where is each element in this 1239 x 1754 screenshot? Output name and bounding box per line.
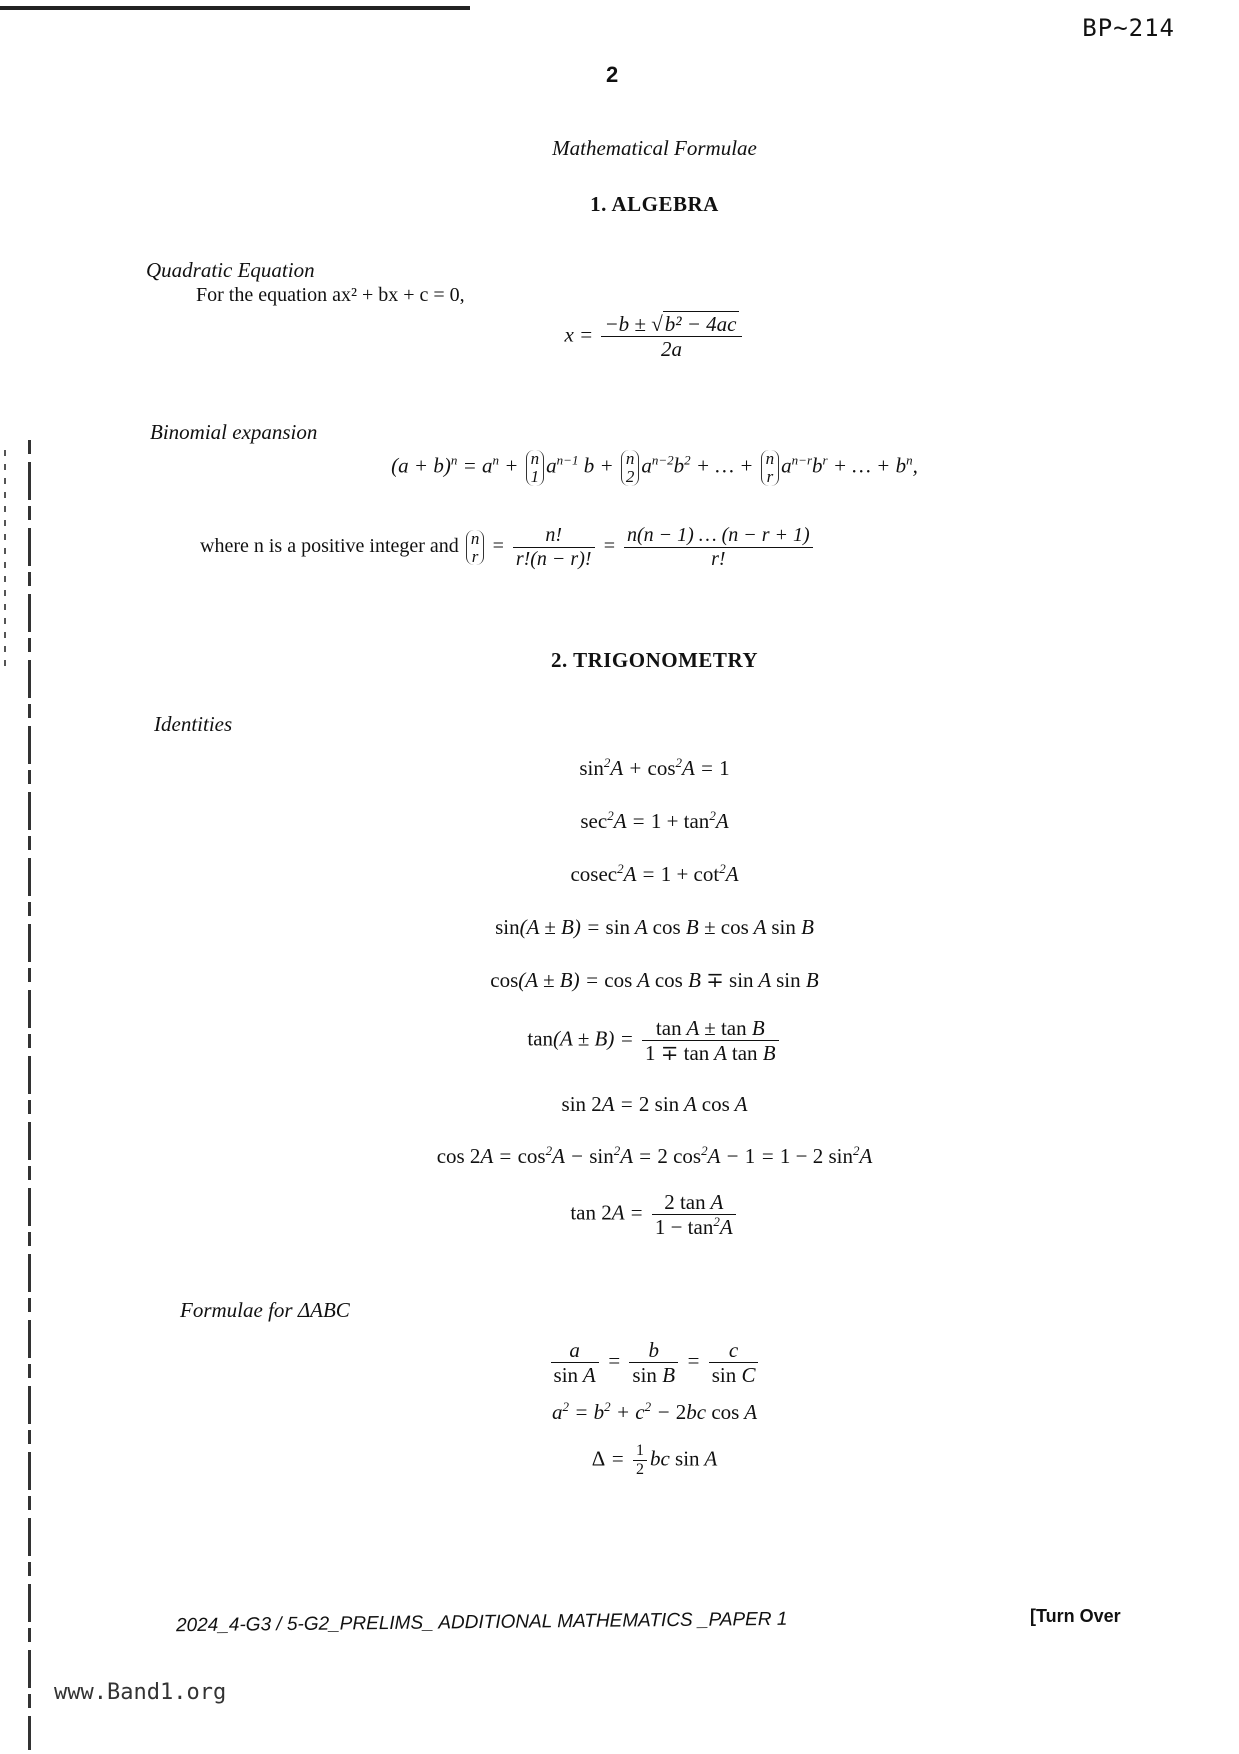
triangle-area: Δ = $\frac{1}{2}$ bc sin A xyxy=(591,1442,718,1479)
quadratic-label: Quadratic Equation xyxy=(146,258,315,282)
binomial-where: where n is a positive integer and n r = $\frac{n!}{r!(n - r)!}$ = $\frac{n(n - 1) \dots (n - r + 1)}{r!}$ xyxy=(200,524,816,571)
turn-over: [Turn Over xyxy=(1030,1606,1121,1626)
triangle-label: Formulae for ΔABC xyxy=(180,1298,350,1322)
identity-sin-sum: sin(A ± B) = sin A cos B ± cos A sin B xyxy=(495,915,814,939)
algebra-heading: 1. ALGEBRA xyxy=(590,192,719,216)
identities-label: Identities xyxy=(154,712,233,736)
page-number: 2 xyxy=(606,62,619,87)
page-title: Mathematical Formulae xyxy=(552,136,757,160)
quadratic-den: 2a xyxy=(661,337,682,362)
trigonometry-heading: 2. TRIGONOMETRY xyxy=(550,648,759,672)
binomial-where-text: where n is a positive integer and xyxy=(200,535,459,558)
quadratic-text: For the equation ax² + bx + c = 0, xyxy=(196,284,465,306)
paper-code: BP~214 xyxy=(1082,14,1175,42)
quadratic-num-pre: −b ± xyxy=(604,312,652,336)
identity-sec: $\sec^2A = 1 + \tan^2A$ xyxy=(580,808,729,833)
identity-pythagorean: $\sin^2A + \cos^2A = 1$ xyxy=(579,755,730,780)
identity-cos-double: $\cos 2A = \cos^2A - \sin^2A = 2$ $\cos^2A - 1 = 1 - 2$ $\sin^2A$ xyxy=(436,1143,873,1168)
identity-cosec: $cosec^2A = 1 + \cot^2A$ xyxy=(570,861,739,886)
binomial-label: Binomial expansion xyxy=(150,420,318,444)
cosine-rule: $a^2 = b^2 + c^2 - 2bc$ cos A xyxy=(551,1399,758,1424)
quadratic-lhs: x = xyxy=(564,322,594,347)
website-watermark: www.Band1.org xyxy=(54,1680,227,1705)
identity-cos-sum: cos(A ± B) = cos A cos B ∓ sin A sin B xyxy=(490,968,819,992)
quadratic-num-root: b² − 4ac xyxy=(664,312,737,336)
identity-tan-sum: tan(A ± B) = $\frac{\text{tan A ± tan B}}{\text{1 ∓ tan A tan B}}$ xyxy=(0,1016,1239,1065)
sine-rule: $\frac{a}{\text{sin A}}$ = $\frac{b}{\text{sin B}}$ = $\frac{c}{\text{sin C}}$ xyxy=(0,1338,1239,1387)
scan-artifact-top-line xyxy=(0,6,470,10)
identity-sin-double: sin 2A = 2 sin A cos A xyxy=(561,1092,748,1116)
quadratic-fraction: $\frac{\text{−b ± √b² − 4ac}}{2a}$ xyxy=(601,312,741,361)
paper-footer: 2024_4-G3 / 5-G2_PRELIMS_ ADDITIONAL MATHEMATICS _PAPER 1 xyxy=(175,1608,788,1637)
binomial-expansion: $(a + b)^n = a^n$ + n 1 $a^{n-1}$ b + n 2 $a^{n-2}b^2$ + … + n r $a^{n-r}b^r$ + … + $b^n$, xyxy=(391,449,918,486)
quadratic-formula xyxy=(0,312,1239,361)
identity-tan-double: tan 2A = $\frac{\text{2 tan A}}{1 - \tan^2A}$ xyxy=(0,1190,1239,1239)
